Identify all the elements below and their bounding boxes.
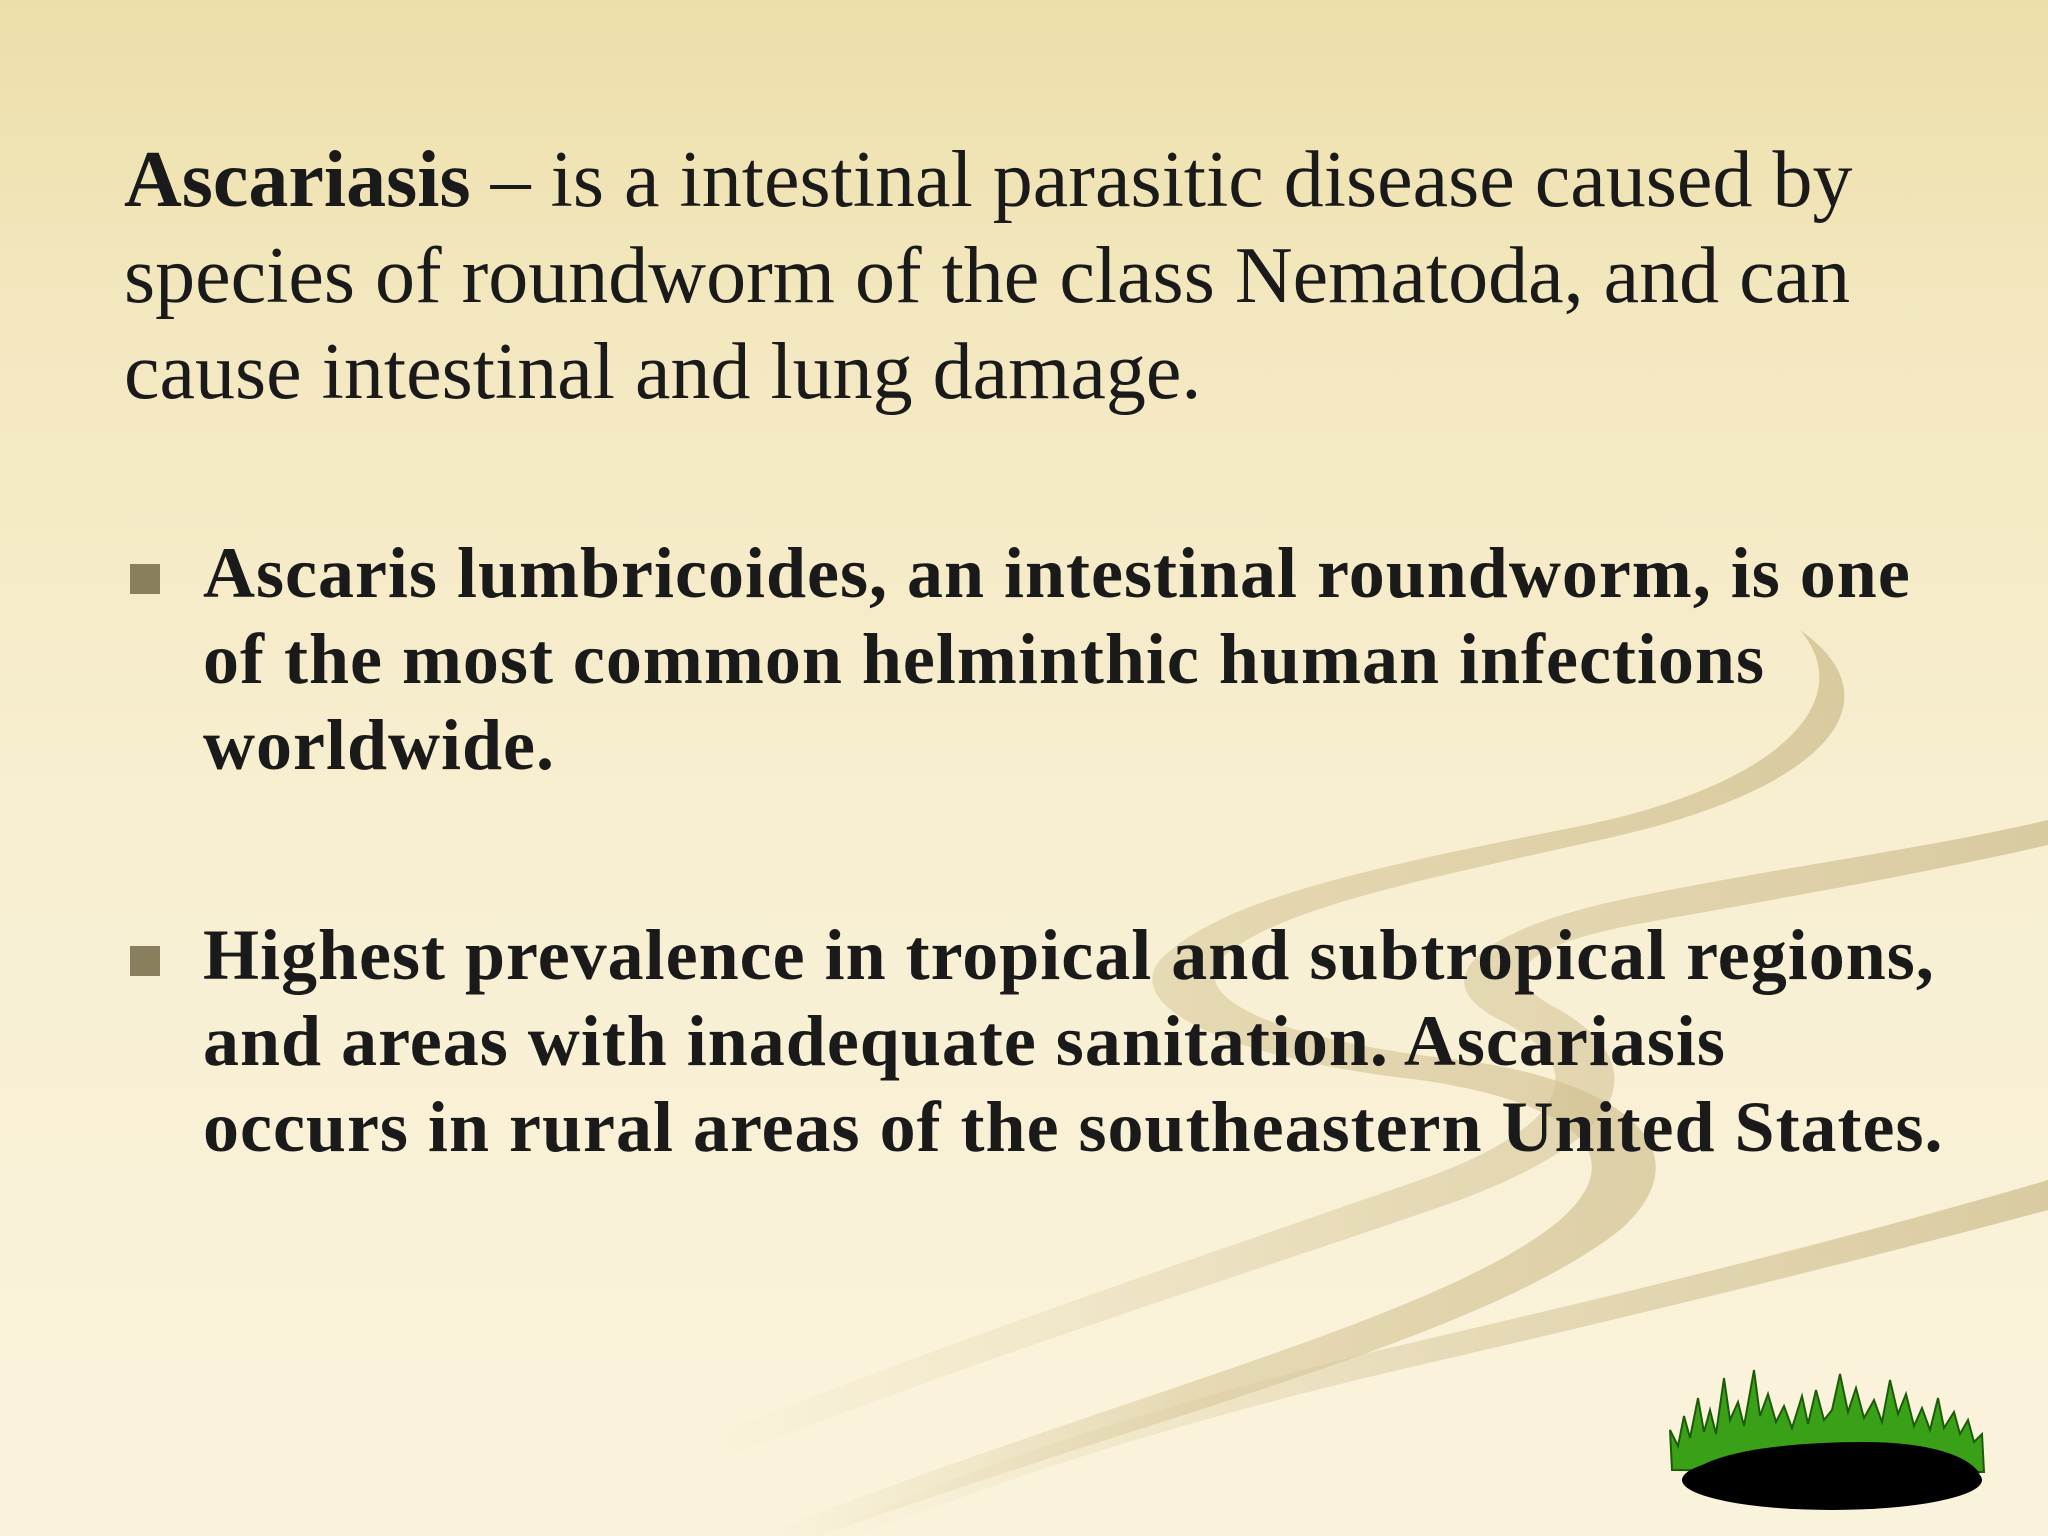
square-bullet-icon (130, 564, 160, 594)
bullet-item (130, 530, 1950, 788)
intro-definition: – is a intestinal parasitic disease caused by species of roundworm of the class Nematoda, and can cause intestinal and lung damage. (124, 136, 1853, 416)
bullet-item (130, 912, 1950, 1170)
grass-mound-icon (1664, 1350, 1990, 1512)
intro-paragraph (124, 132, 1944, 420)
bullet-text: Highest prevalence in tropical and subtropical regions, and areas with inadequate sanitation. Ascariasis occurs in rural areas of the southeastern United States. (203, 915, 1944, 1167)
intro-term: Ascariasis (124, 136, 471, 224)
square-bullet-icon (130, 946, 160, 976)
bullet-text: Ascaris lumbricoides, an intestinal roundworm, is one of the most common helminthic human infections worldwide. (203, 533, 1911, 785)
bullet-list (130, 530, 1950, 1170)
